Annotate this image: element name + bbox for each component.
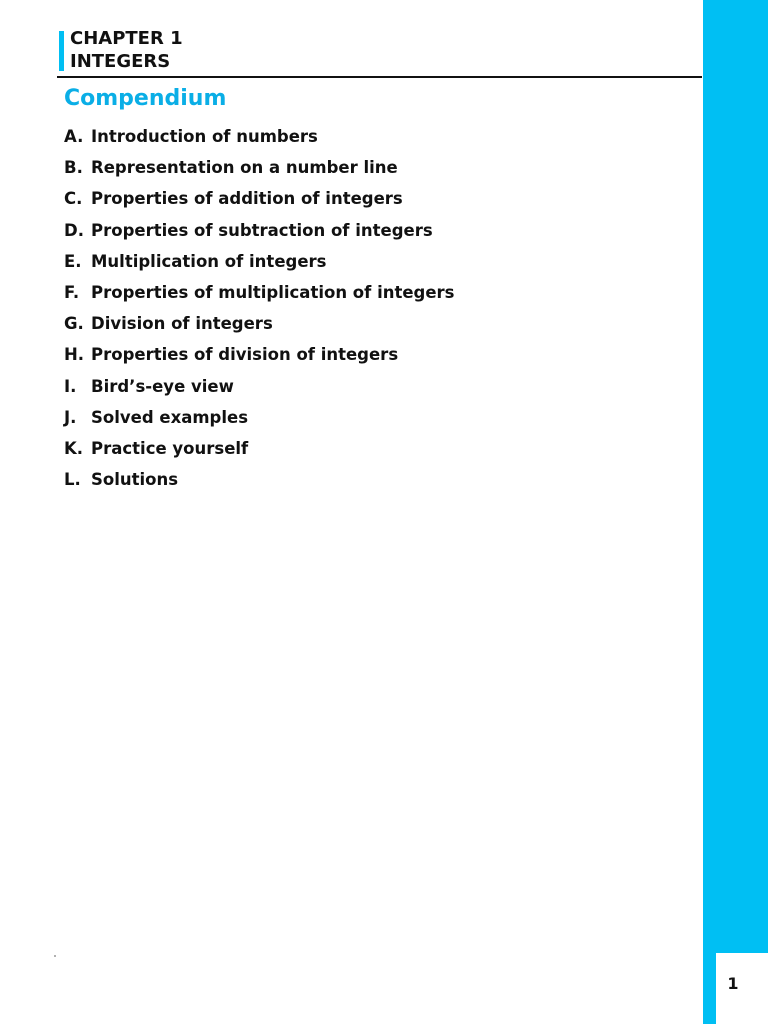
chapter-label: CHAPTER 1 (70, 28, 183, 49)
topic-text: Multiplication of integers (91, 251, 327, 271)
topic-text: Properties of multiplication of integers (91, 283, 455, 303)
topic-item (64, 246, 455, 277)
topic-text: Practice yourself (91, 438, 249, 458)
topic-text: Bird’s-eye view (91, 376, 234, 396)
topic-text: Properties of subtraction of integers (91, 220, 433, 240)
topic-text: Introduction of numbers (91, 127, 318, 147)
topic-item (64, 371, 455, 402)
topic-item (64, 215, 455, 246)
side-accent-bar (703, 0, 768, 1024)
topic-letter: I. (64, 376, 77, 396)
topic-letter: B. (64, 158, 83, 178)
topic-item (64, 339, 455, 370)
topic-letter: F. (64, 283, 80, 303)
topic-letter: G. (64, 314, 84, 334)
topic-letter: L. (64, 470, 81, 490)
topic-text: Solutions (91, 470, 179, 490)
header-accent-bar (59, 31, 64, 71)
topic-item (64, 308, 455, 339)
topic-item (64, 183, 455, 214)
header-divider (57, 76, 702, 78)
stray-dot (54, 955, 56, 957)
topic-item (64, 433, 455, 464)
topic-letter: A. (64, 127, 84, 147)
topic-text: Division of integers (91, 314, 273, 334)
topic-item (64, 402, 455, 433)
topic-letter: D. (64, 220, 84, 240)
topic-item (64, 121, 455, 152)
chapter-title: INTEGERS (70, 51, 171, 72)
topic-letter: J. (64, 407, 77, 427)
topic-letter: K. (64, 438, 84, 458)
topic-text: Properties of addition of integers (91, 189, 403, 209)
topic-letter: H. (64, 345, 85, 365)
topic-text: Properties of division of integers (91, 345, 399, 365)
topic-letter: E. (64, 251, 82, 271)
topic-item (64, 277, 455, 308)
topic-text: Representation on a number line (91, 158, 398, 178)
topic-item (64, 152, 455, 183)
page-number: 1 (727, 974, 739, 993)
topic-list (64, 121, 455, 495)
topic-letter: C. (64, 189, 83, 209)
topic-item (64, 464, 455, 495)
topic-text: Solved examples (91, 407, 249, 427)
section-title: Compendium (64, 86, 227, 111)
